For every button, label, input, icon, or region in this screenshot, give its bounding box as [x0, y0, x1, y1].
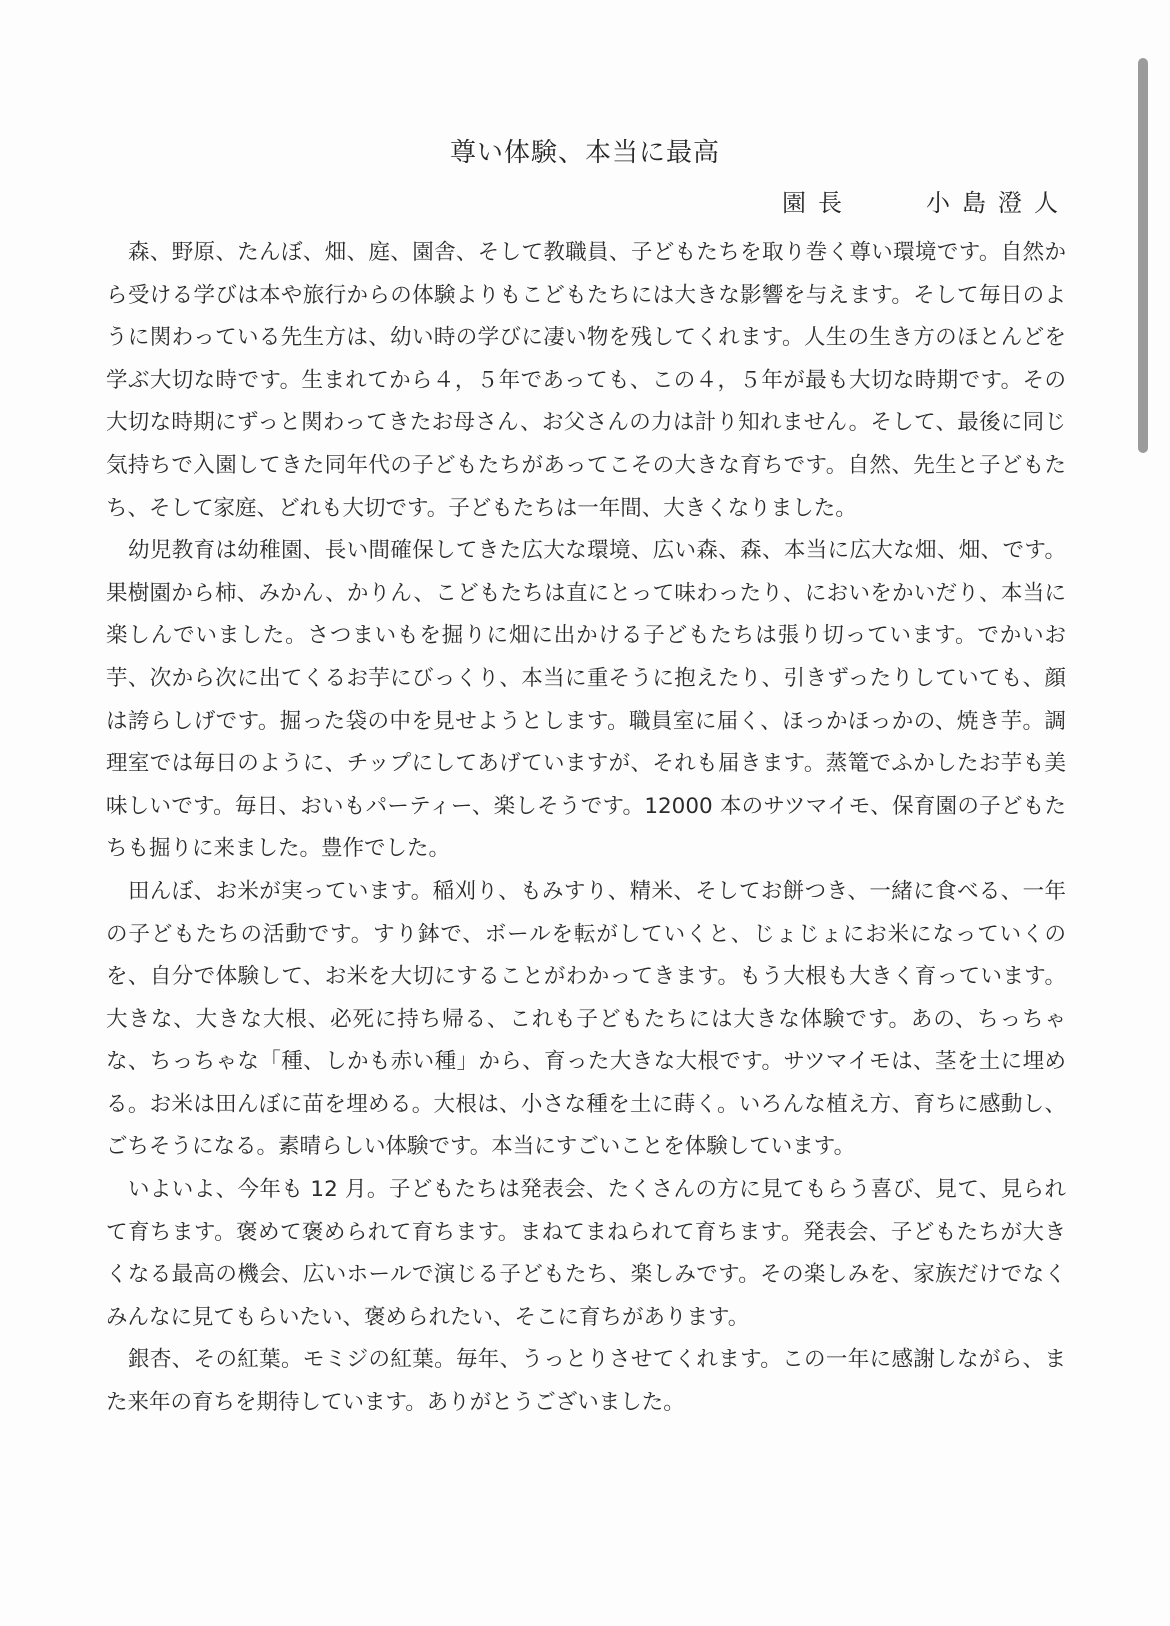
paragraph: いよいよ、今年も 12 月。子どもたちは発表会、たくさんの方に見てもらう喜び、見て、見られて育ちます。褒めて褒められて育ちます。まねてまねられて育ちます。発表会、子どもたちが大きくなる最高の機会、広いホールで演じる子どもたち、楽しみです。その楽しみを、家族だけでなくみんなに見てもらいたい、褒められたい、そこに育ちがあります。 — [106, 1177, 1066, 1330]
document-body — [106, 232, 1066, 1425]
vertical-scrollbar[interactable] — [1138, 58, 1148, 1598]
paragraph: 幼児教育は幼稚園、長い間確保してきた広大な環境、広い森、森、本当に広大な畑、畑、です。果樹園から柿、みかん、かりん、こどもたちは直にとって味わったり、においをかいだり、本当に楽しんでいました。さつまいもを掘りに畑に出かける子どもたちは張り切っています。でかいお芋、次から次に出てくるお芋にびっくり、本当に重そうに抱えたり、引きずったりしていても、顔は誇らしげです。掘った袋の中を見せようとします。職員室に届く、ほっかほっかの、焼き芋。調理室では毎日のように、チップにしてあげていますが、それも届きます。蒸篭でふかしたお芋も美味しいです。毎日、おいもパーティー、楽しそうです。12000 本のサツマイモ、保育園の子どもたちも掘りに来ました。豊作でした。 — [106, 538, 1066, 862]
scrollbar-thumb[interactable] — [1138, 58, 1148, 453]
paragraph: 銀杏、その紅葉。モミジの紅葉。毎年、うっとりさせてくれます。この一年に感謝しながら、また来年の育ちを期待しています。ありがとうございました。 — [106, 1347, 1066, 1416]
paragraph: 森、野原、たんぼ、畑、庭、園舎、そして教職員、子どもたちを取り巻く尊い環境です。自然から受ける学びは本や旅行からの体験よりもこどもたちには大きな影響を与えます。そして毎日のように関わっている先生方は、幼い時の学びに凄い物を残してくれます。人生の生き方のほとんどを学ぶ大切な時です。生まれてから４，５年であっても、この４，５年が最も大切な時期です。その大切な時期にずっと関わってきたお母さん、お父さんの力は計り知れません。そして、最後に同じ気持ちで入園してきた同年代の子どもたちがあってこその大きな育ちです。自然、先生と子どもたち、そして家庭、どれも大切です。子どもたちは一年間、大きくなりました。 — [106, 240, 1066, 521]
document-title: 尊い体験、本当に最高 — [449, 138, 720, 168]
author-line: 園長 小島澄人 — [782, 189, 1070, 217]
paragraph: 田んぼ、お米が実っています。稲刈り、もみすり、精米、そしてお餅つき、一緒に食べる、一年の子どもたちの活動です。すり鉢で、ボールを転がしていくと、じょじょにお米になっていくのを、自分で体験して、お米を大切にすることがわかってきます。もう大根も大きく育っています。大きな、大きな大根、必死に持ち帰る、これも子どもたちには大きな体験です。あの、ちっちゃな、ちっちゃな「種、しかも赤い種」から、育った大きな大根です。サツマイモは、茎を土に埋める。お米は田んぼに苗を埋める。大根は、小さな種を土に蒔く。いろんな植え方、育ちに感動し、ごちそうになる。素晴らしい体験です。本当にすごいことを体験しています。 — [106, 878, 1066, 1160]
